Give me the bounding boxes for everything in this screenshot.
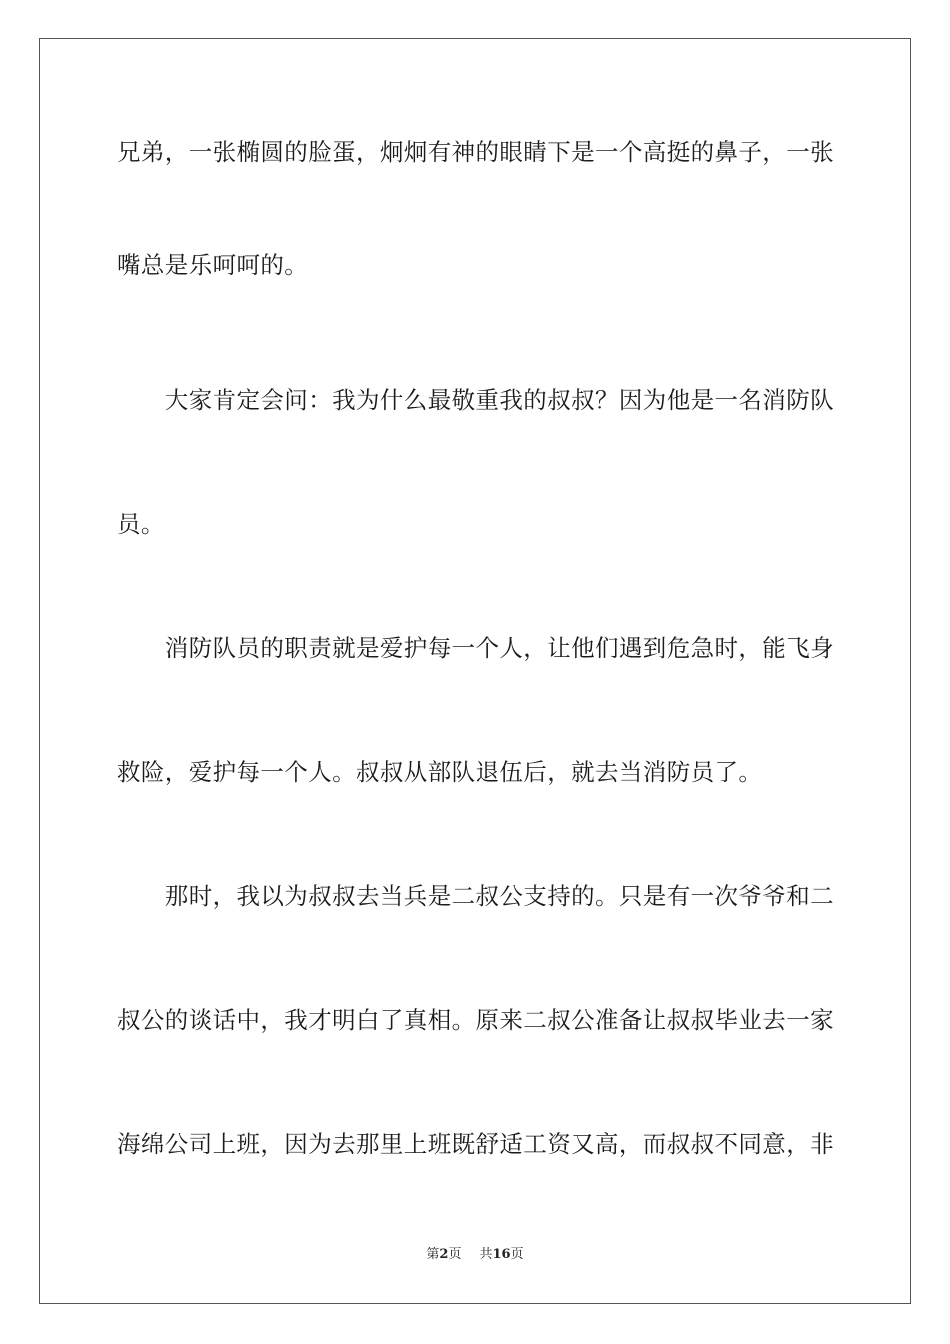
text-line-7: 那时，我以为叔叔去当兵是二叔公支持的。只是有一次爷爷和二 (117, 882, 834, 910)
text-line-9: 海绵公司上班，因为去那里上班既舒适工资又高，而叔叔不同意，非 (117, 1130, 834, 1158)
page-border (39, 38, 911, 1304)
text-line-8: 叔公的谈话中，我才明白了真相。原来二叔公准备让叔叔毕业去一家 (117, 1006, 834, 1034)
footer-total-pages: 16 (492, 1247, 511, 1262)
footer-page-number: 2 (439, 1247, 449, 1262)
footer-total-prefix: 共 (479, 1247, 493, 1262)
text-line-2: 嘴总是乐呵呵的。 (117, 251, 309, 279)
text-line-6: 救险，爱护每一个人。叔叔从部队退伍后，就去当消防员了。 (117, 758, 763, 786)
text-line-4: 员。 (117, 510, 165, 538)
text-line-1: 兄弟，一张椭圆的脸蛋，炯炯有神的眼睛下是一个高挺的鼻子，一张 (117, 138, 834, 166)
footer-total-suffix: 页 (510, 1247, 524, 1262)
footer-page-suffix: 页 (448, 1247, 462, 1262)
footer-page-prefix: 第 (426, 1247, 440, 1262)
text-line-3: 大家肯定会问：我为什么最敬重我的叔叔？因为他是一名消防队 (117, 386, 834, 414)
page-footer (0, 1246, 950, 1264)
text-line-5: 消防队员的职责就是爱护每一个人，让他们遇到危急时，能飞身 (117, 634, 834, 662)
